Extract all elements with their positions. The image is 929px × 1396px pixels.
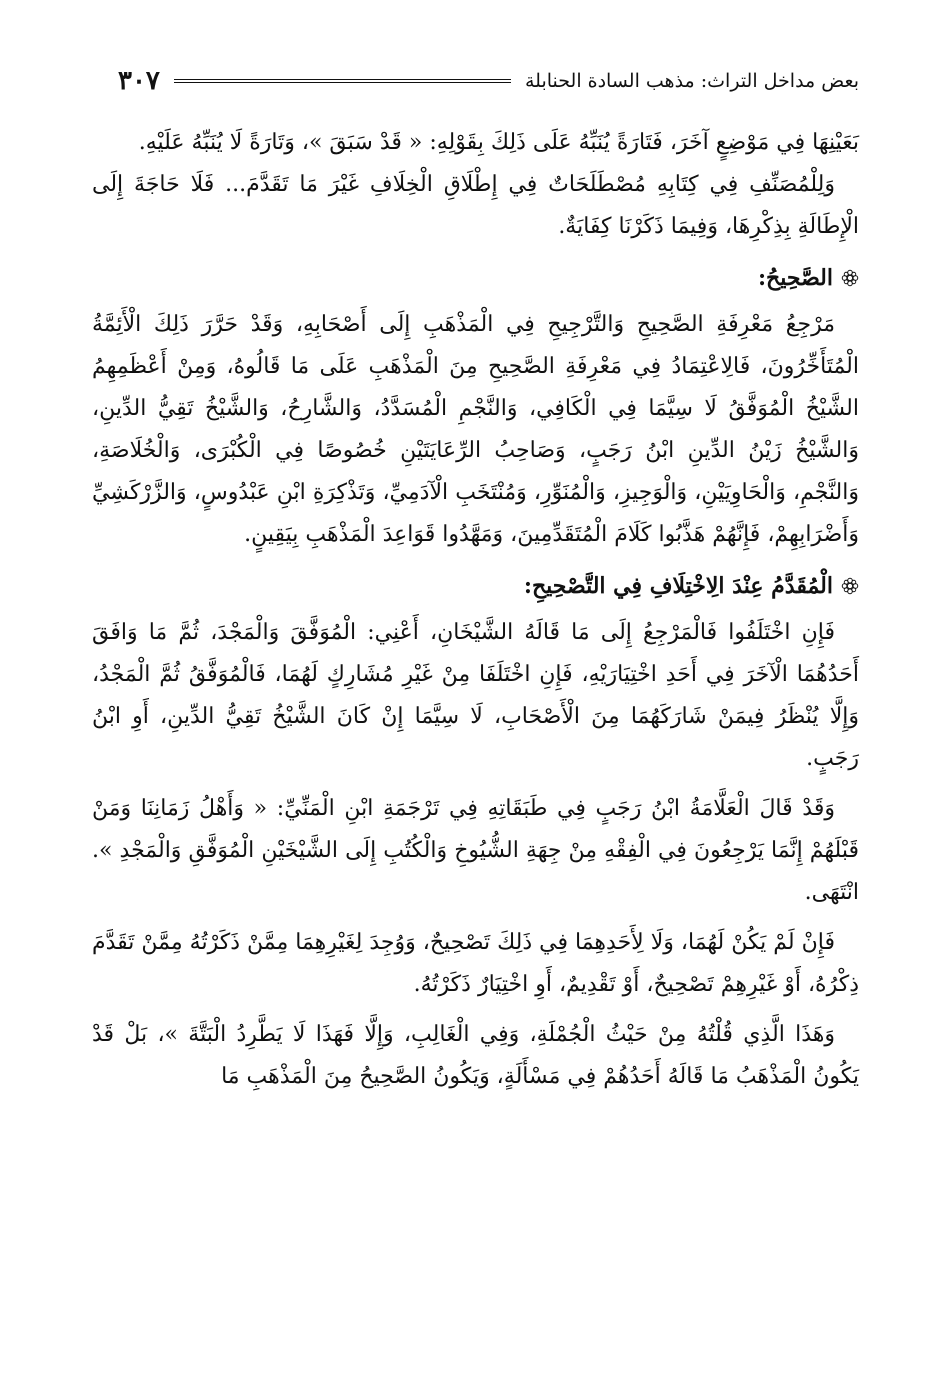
running-header <box>118 66 859 96</box>
paragraph: وَلِلْمُصَنِّفِ فِي كِتَابِهِ مُصْطَلَحَاتٌ فِي إِطْلَاقِ الْخِلَافِ غَيْرَ مَا تَقَدَّمَ... فَلَا حَاجَةَ إِلَى الْإِطَالَةِ بِذِكْرِهَا، وَفِيمَا ذَكَرْنَا كِفَايَةٌ. <box>92 172 859 239</box>
running-title: بعض مداخل التراث: مذهب السادة الحنابلة <box>524 70 859 92</box>
paragraph: بَعَيْنِهَا فِي مَوْضِعٍ آخَرَ، فَتَارَةً يُنَبِّهُ عَلَى ذَلِكَ بِقَوْلِهِ: « قَدْ سَبَقَ »، وَتَارَةً لَا يُنَبِّهُ عَلَيْهِ. <box>138 130 859 155</box>
section-heading-muqaddam <box>92 566 859 606</box>
paragraph: مَرْجِعُ مَعْرِفَةِ الصَّحِيحِ وَالتَّرْجِيحِ فِي الْمَذْهَبِ إِلَى أَصْحَابِهِ، وَقَدْ حَرَّرَ ذَلِكَ الْأَئِمَّةُ الْمُتَأَخِّرُونَ، فَالِاعْتِمَادُ فِي مَعْرِفَةِ الصَّحِيحِ مِنَ الْمَذْهَبِ عَلَى مَا قَالُوهُ، وَمِنْ أَعْظَمِهِمُ الشَّيْخُ الْمُوَفَّقُ لَا سِيَّمَا فِي الْكَافِي، وَالنَّجْمِ الْمُسَدَّدُ، وَالشَّارِحُ، وَالشَّيْخُ تَقِيُّ الدِّينِ، وَالشَّيْخُ زَيْنُ الدِّينِ ابْنُ رَجَبٍ، وَصَاحِبُ الرِّعَايَتَيْنِ خُصُوصًا فِي الْكُبْرَى، وَالْخُلَاصَةِ، وَالنَّجْمِ، وَالْحَاوِيَيْنِ، وَالْوَجِيزِ، وَالْمُنَوِّرِ، وَمُنْتَخَبِ الْآدَمِيِّ، وَتَذْكِرَةِ ابْنِ عَبْدُوسٍ، وَالزَّرْكَشِيِّ وَأَضْرَابِهِمْ، فَإِنَّهُمْ هَذَّبُوا كَلَامَ الْمُتَقَدِّمِينَ، وَمَهَّدُوا قَوَاعِدَ الْمَذْهَبِ بِيَقِينٍ. <box>92 312 859 547</box>
flower-ornament-icon <box>841 577 859 595</box>
section-heading-sahih <box>92 258 859 298</box>
paragraph: فَإِنْ لَمْ يَكُنْ لَهُمَا، وَلَا لِأَحَدِهِمَا فِي ذَلِكَ تَصْحِيحٌ، وَوُجِدَ لِغَيْرِهِمَا مِمَّنْ ذَكَرْتُهُ مِمَّنْ تَقَدَّمَ ذِكْرُهُ، أَوْ غَيْرِهِمْ تَصْحِيحٌ، أَوْ تَقْدِيمٌ، أَوِ اخْتِيَارٌ ذَكَرْتُهُ. <box>92 930 859 997</box>
page-number: ٣٠٧ <box>118 66 160 96</box>
paragraph: فَإِنِ اخْتَلَفُوا فَالْمَرْجِعُ إِلَى مَا قَالَهُ الشَّيْخَانِ، أَعْنِي: الْمُوَفَّقَ وَالْمَجْدَ، ثُمَّ مَا وَافَقَ أَحَدُهُمَا الْآخَرَ فِي أَحَدِ اخْتِيَارَيْهِ، فَإِنِ اخْتَلَفَا مِنْ غَيْرِ مُشَارِكٍ لَهُمَا، فَالْمُوَفَّقُ ثُمَّ الْمَجْدُ، وَإِلَّا يُنْظَرُ فِيمَنْ شَارَكَهُمَا مِنَ الْأَصْحَابِ، لَا سِيَّمَا إِنْ كَانَ الشَّيْخُ تَقِيُّ الدِّينِ، أَوِ ابْنُ رَجَبٍ. <box>92 620 859 771</box>
paragraph: وَقَدْ قَالَ الْعَلَّامَةُ ابْنُ رَجَبٍ فِي طَبَقَاتِهِ فِي تَرْجَمَةِ ابْنِ الْمَنِّيِّ: « وَأَهْلُ زَمَانِنَا وَمَنْ قَبْلَهُمْ إِنَّمَا يَرْجِعُونَ فِي الْفِقْهِ مِنْ جِهَةِ الشُّيُوخِ وَالْكُتُبِ إِلَى الشَّيْخَيْنِ الْمُوَفَّقِ وَالْمَجْدِ ». انْتَهَى. <box>92 796 859 905</box>
header-rule <box>174 79 511 83</box>
section-heading-text: الصَّحِيحُ: <box>757 265 833 291</box>
page-body <box>92 122 859 1098</box>
paragraph: وَهَذَا الَّذِي قُلْتُهُ مِنْ حَيْثُ الْجُمْلَةِ، وَفِي الْغَالِبِ، وَإِلَّا فَهَذَا لَا يَطَّرِدُ الْبَتَّةَ »، بَلْ قَدْ يَكُونُ الْمَذْهَبُ مَا قَالَهُ أَحَدُهُمْ فِي مَسْأَلَةٍ، وَيَكُونُ الصَّحِيحُ مِنَ الْمَذْهَبِ مَا <box>92 1022 859 1089</box>
section-heading-text: الْمُقَدَّمُ عِنْدَ الِاخْتِلَافِ فِي التَّصْحِيحِ: <box>523 573 833 599</box>
flower-ornament-icon <box>841 269 859 287</box>
